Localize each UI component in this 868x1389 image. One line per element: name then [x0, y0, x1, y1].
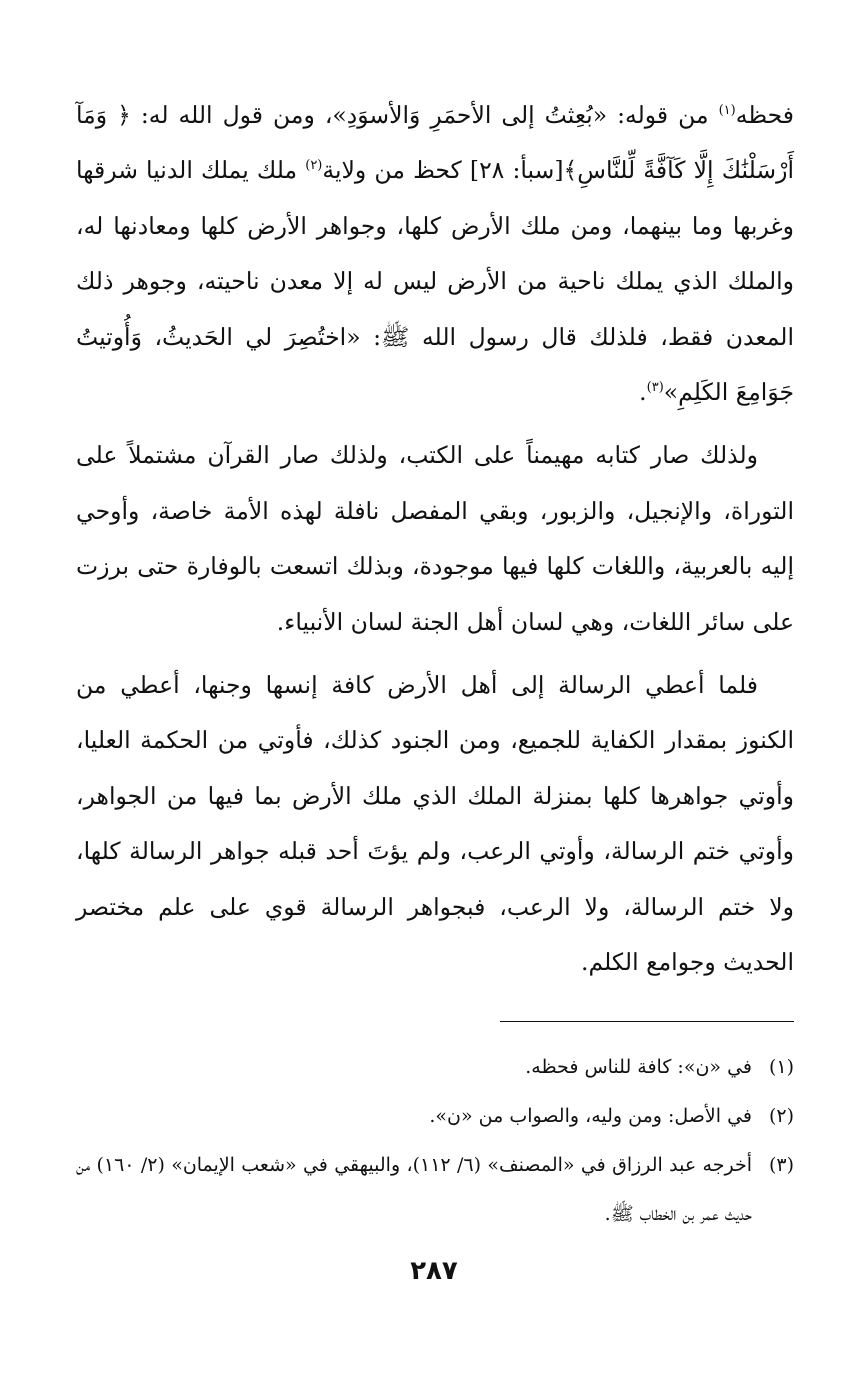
- paragraph-3: فلما أعطي الرسالة إلى أهل الأرض كافة إنسها وجنها، أعطي من الكنوز بمقدار الكفاية للجميع، ومن الجنود كذلك، فأوتي من الحكمة العليا، وأوتي جواهرها كلها بمنزلة الملك الذي ملك الأرض بما فيها من الجواهر، وأوتي ختم الرسالة، وأوتي الرعب، ولم يؤتَ أحد قبله جواهر الرسالة كلها، ولا ختم الرسالة، ولا الرعب، فبجواهر الرسالة قوي على علم مختصر الحديث وجوامع الكلم.: [76, 671, 794, 977]
- footnotes: [76, 1043, 794, 1239]
- footnote-ref-1[interactable]: (١): [718, 103, 736, 119]
- footnote-ref-3[interactable]: (٣): [646, 380, 664, 396]
- footnote-2: [76, 1092, 794, 1141]
- footnote-text: في «ن»: كافة للناس فحظه.: [525, 1056, 752, 1078]
- footnote-3: [76, 1141, 794, 1239]
- footnote-number: (٣): [768, 1154, 794, 1176]
- page-number: ٢٨٧: [410, 1256, 458, 1286]
- footnote-number: (١): [768, 1056, 794, 1078]
- footnote-number: (٢): [768, 1105, 794, 1127]
- footnote-separator: [500, 1021, 794, 1022]
- footnote-ref-2[interactable]: (٢): [305, 158, 323, 174]
- paragraph-1: فحظه$^{(١)}$ من قوله: «بُعِثتُ إلى الأحمَرِ وَالأسوَدِ»، ومن قول الله له: ﴿ وَمَآ أَرْسَلْنَٰكَ إِلَّا كَآفَّةً لِّلنَّاسِ﴾[سبأ: ٢٨] كحظ من ولاية$^{(٢)}$ ملك يملك الدنيا شرقها وغربها وما بينهما، ومن ملك الأرض كلها، وجواهر الأرض كلها ومعادنها له، والملك الذي يملك ناحية من الأرض ليس له إلا معدن ناحيته، وجوهر ذلك المعدن فقط، فلذلك قال رسول الله ﷺ: «اختُصِرَ لي الحَديثُ، وَأُوتيتُ جَوَامِعَ الكَلِمِ»$^{(٣)}$.: [76, 101, 794, 407]
- footnote-text: في الأصل: ومن وليه، والصواب من «ن».: [429, 1105, 752, 1127]
- main-text: [76, 88, 794, 991]
- footnote-1: [76, 1043, 794, 1092]
- footnote-text: أخرجه عبد الرزاق في «المصنف» (٦/ ١١٢)، والبيهقي في «شعب الإيمان» (٢/ ١٦٠) من حديث عمر بن الخطاب ﷺ.: [76, 1154, 752, 1225]
- paragraph-2: ولذلك صار كتابه مهيمناً على الكتب، ولذلك صار القرآن مشتملاً على التوراة، والإنجيل، والزبور، وبقي المفصل نافلة لهذه الأمة خاصة، وأوحي إليه بالعربية، واللغات كلها فيها موجودة، وبذلك اتسعت بالوفارة حتى برزت على سائر اللغات، وهي لسان أهل الجنة لسان الأنبياء.: [76, 441, 794, 636]
